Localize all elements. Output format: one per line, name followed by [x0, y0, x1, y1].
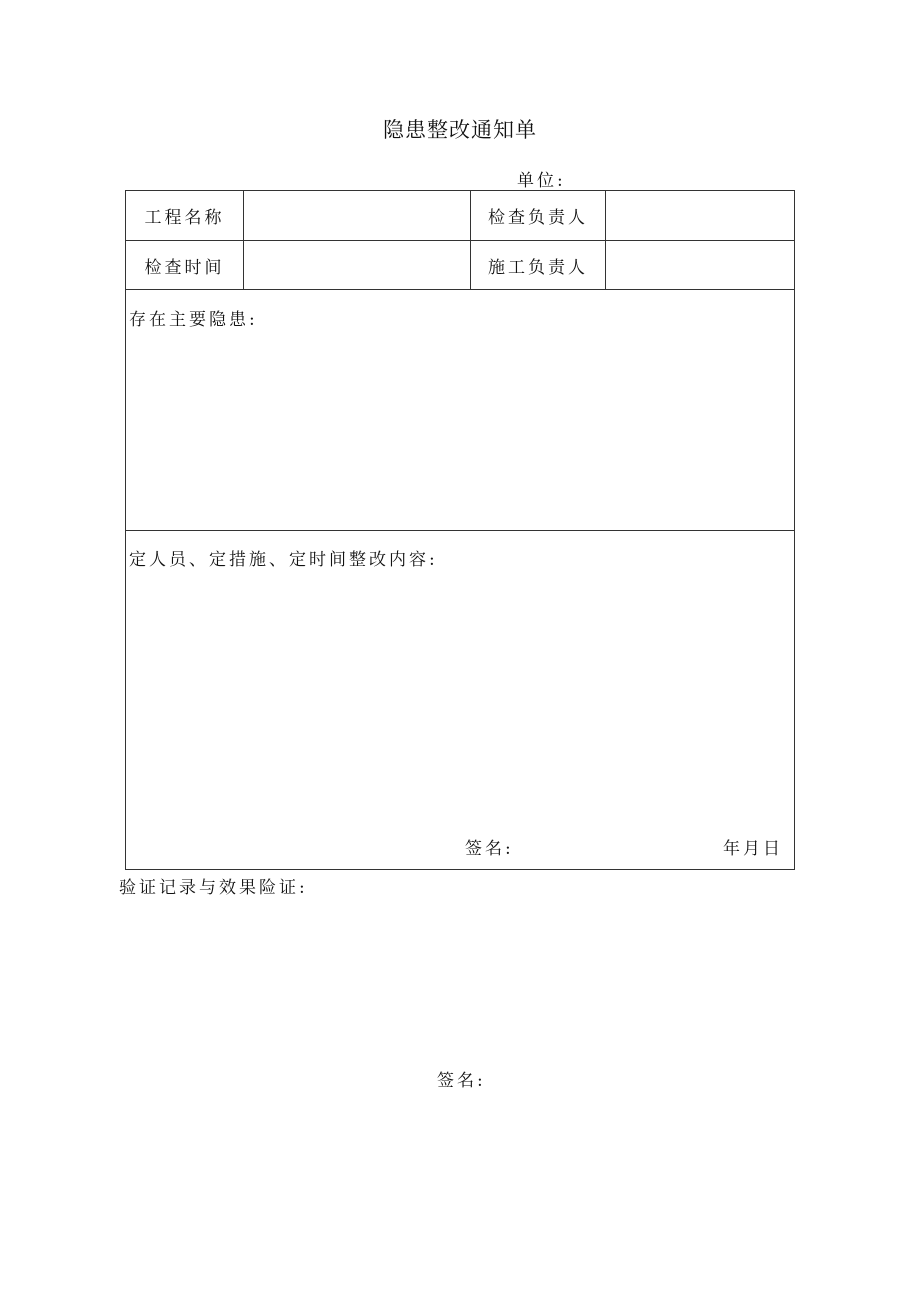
notice-form-table [125, 190, 795, 870]
signature-label: 签名: [465, 839, 514, 859]
rectification-label: 定人员、定措施、定时间整改内容: [129, 550, 438, 570]
project-name-label: 工程名称 [144, 208, 225, 228]
rectification-field[interactable] [129, 573, 789, 818]
inspector-field[interactable] [606, 191, 794, 240]
construction-lead-label: 施工负责人 [488, 257, 588, 278]
row2-divider [126, 289, 794, 290]
construction-lead-field[interactable] [606, 241, 794, 289]
inspection-time-field[interactable] [244, 241, 470, 289]
hazards-field[interactable] [129, 333, 789, 523]
project-name-field[interactable] [244, 191, 470, 240]
inspector-label: 检查负责人 [488, 208, 588, 228]
date-label: 年月日 [723, 839, 783, 859]
hazards-label: 存在主要隐患: [129, 310, 258, 330]
page-title: 隐患整改通知单 [383, 118, 537, 142]
verification-signature-label: 签名: [437, 1071, 486, 1091]
inspection-time-label: 检查时间 [144, 257, 225, 278]
unit-label: 单位: [517, 171, 566, 191]
verification-label: 验证记录与效果险证: [119, 878, 308, 898]
hazards-divider [126, 530, 794, 531]
